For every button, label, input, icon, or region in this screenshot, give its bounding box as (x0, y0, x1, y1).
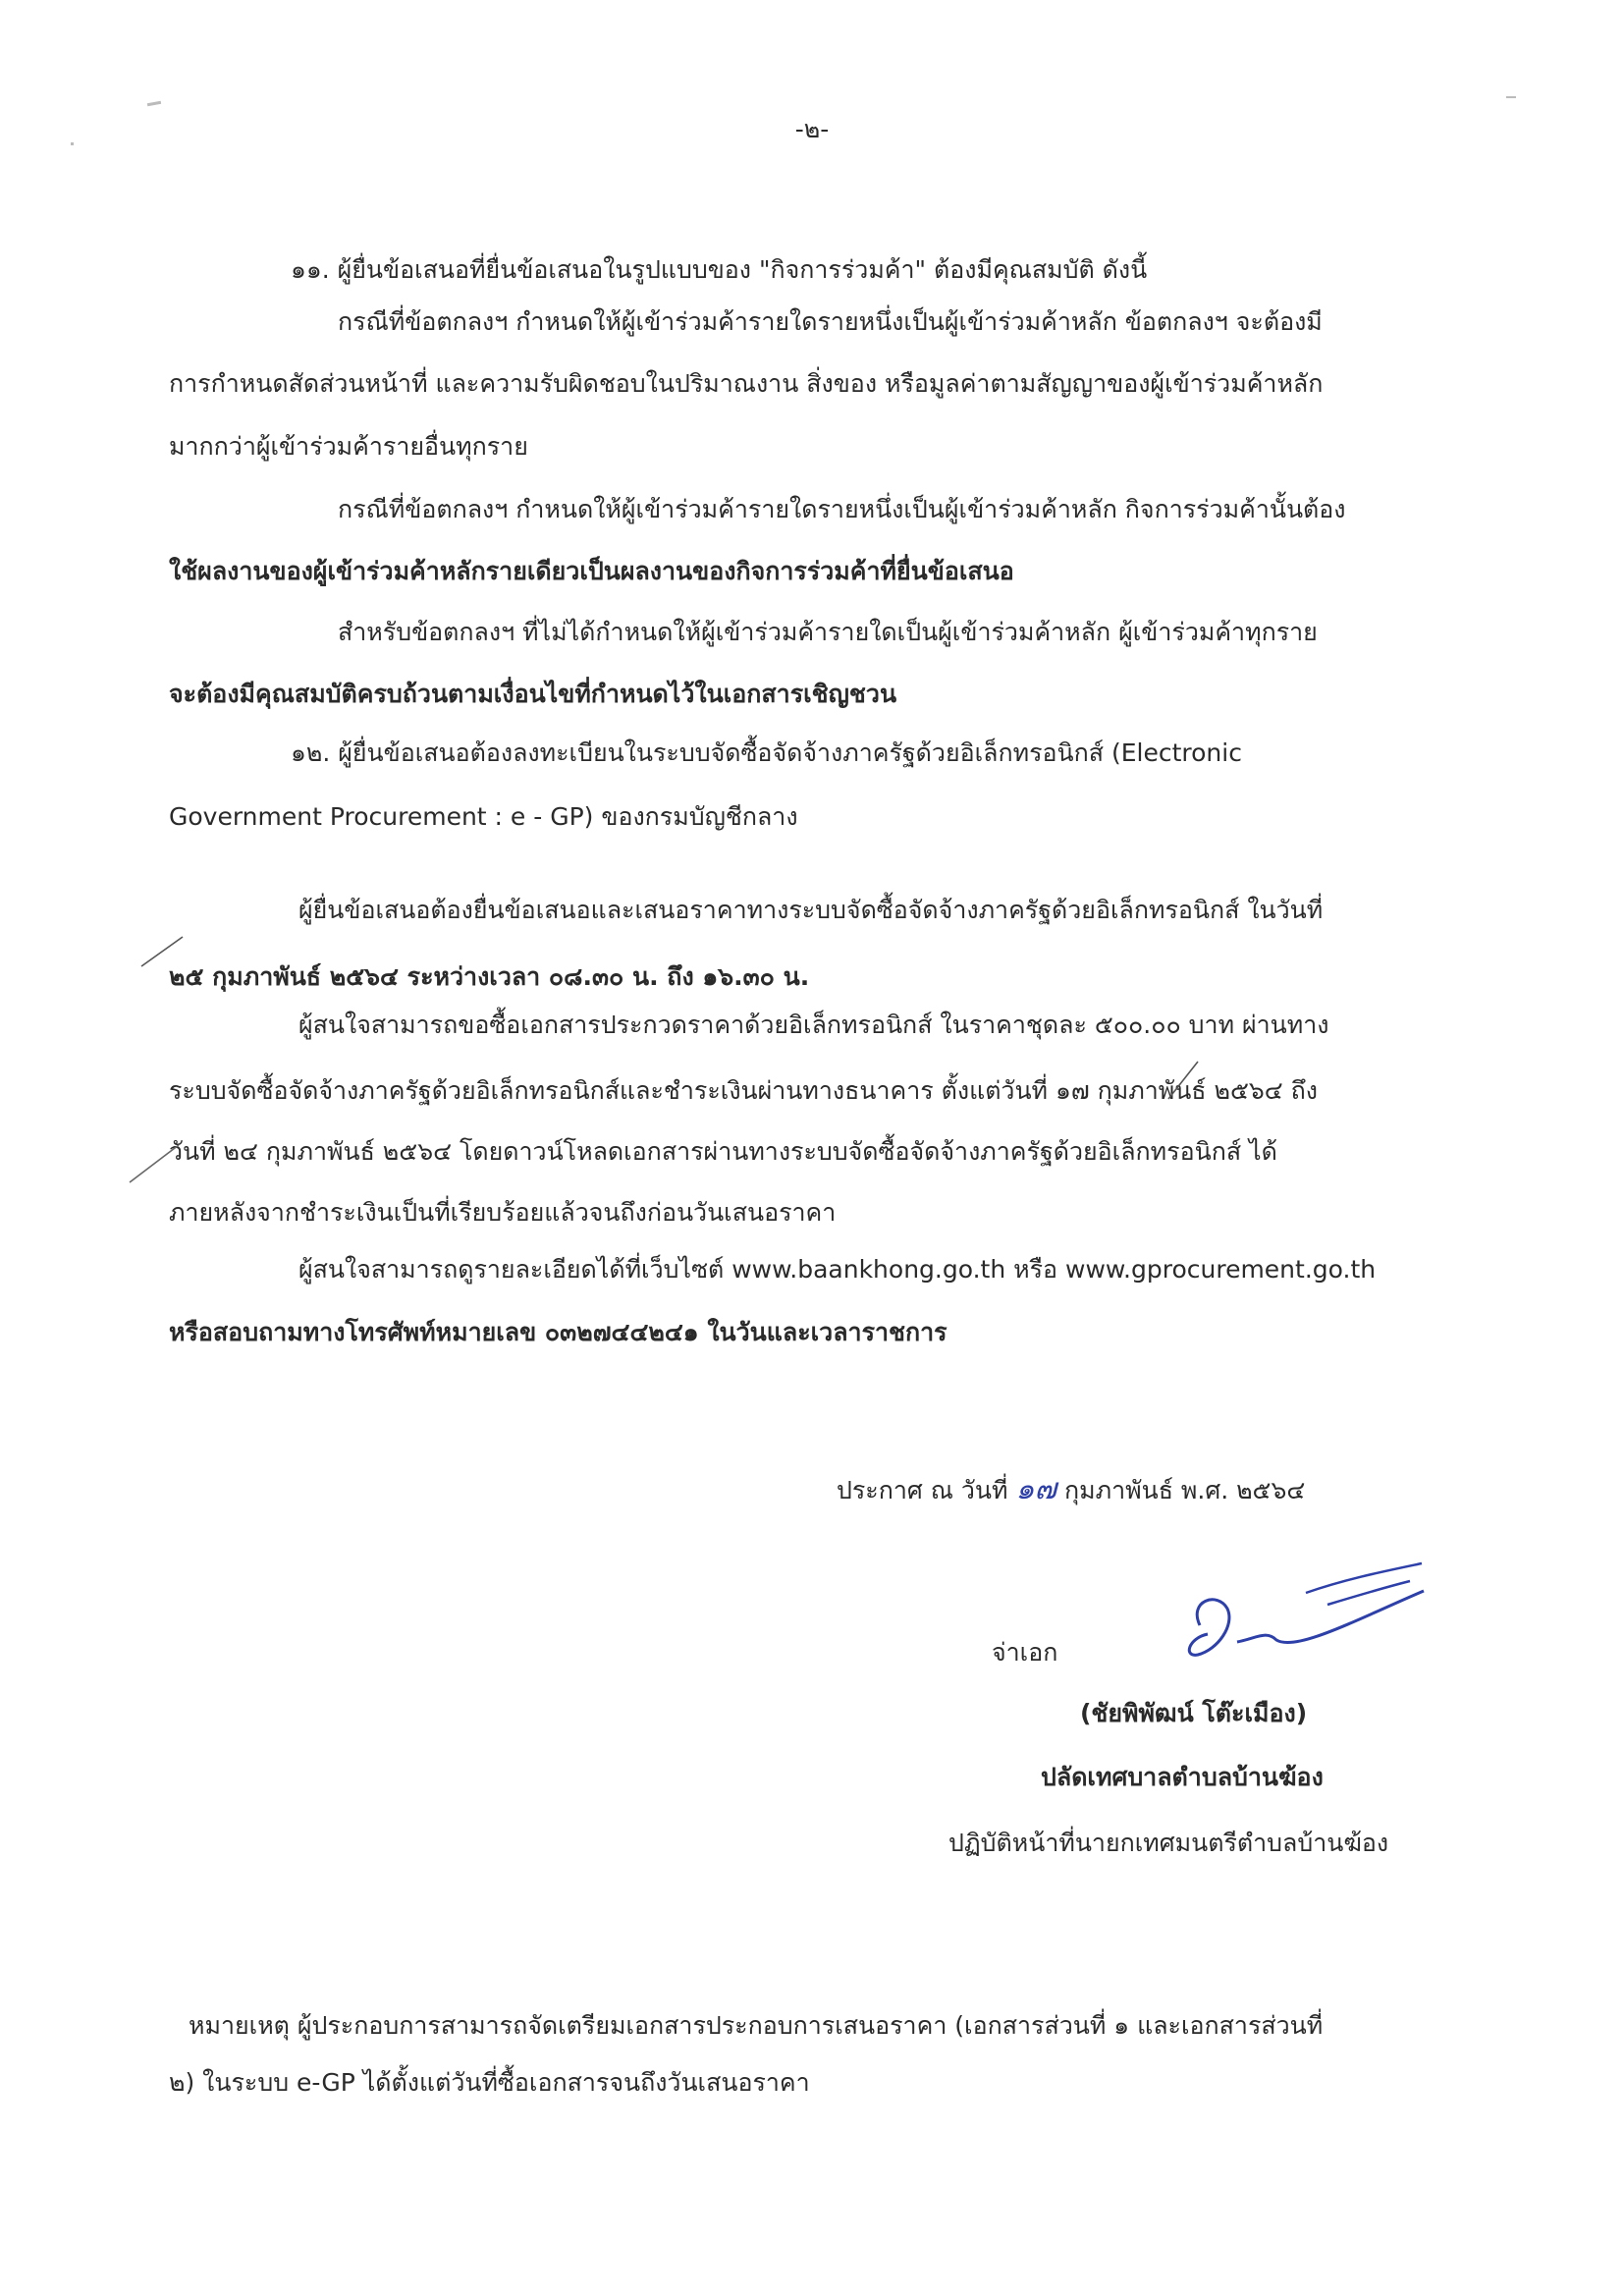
purchase-line-1: ผู้สนใจสามารถขอซื้อเอกสารประกวดราคาด้วยอิเล็กทรอนิกส์ ในราคาชุดละ ๕๐๐.๐๐ บาท ผ่านทาง (298, 1011, 1329, 1039)
note-line-2: ๒) ในระบบ e-GP ได้ตั้งแต่วันที่ซื้อเอกสารจนถึงวันเสนอราคา (169, 2068, 810, 2097)
clause-11-para-1-line-1: กรณีที่ข้อตกลงฯ กำหนดให้ผู้เข้าร่วมค้ารายใดรายหนึ่งเป็นผู้เข้าร่วมค้าหลัก ข้อตกลงฯ จะต้องมี (338, 307, 1323, 336)
check-mark-icon (137, 933, 187, 972)
clause-11-para-1-line-2: การกำหนดสัดส่วนหน้าที่ และความรับผิดชอบในปริมาณงาน สิ่งของ หรือมูลค่าตามสัญญาของผู้เข้าร่วมค้าหลัก (169, 369, 1324, 398)
note-line-1: หมายเหตุ ผู้ประกอบการสามารถจัดเตรียมเอกสารประกอบการเสนอราคา (เอกสารส่วนที่ ๑ และเอกสารส่วนที่ (189, 2011, 1324, 2040)
certified-mark: จ่าเอก (992, 1638, 1058, 1667)
signature-icon (1159, 1532, 1453, 1689)
signer-position-1: ปลัดเทศบาลตำบลบ้านฆ้อง (1041, 1763, 1324, 1791)
page-number: -๒- (794, 115, 830, 143)
clause-11-para-2-line-1: กรณีที่ข้อตกลงฯ กำหนดให้ผู้เข้าร่วมค้ารายใดรายหนึ่งเป็นผู้เข้าร่วมค้าหลัก กิจการร่วมค้านั้นต้อง (338, 495, 1346, 523)
clause-11-heading: ๑๑. ผู้ยื่นข้อเสนอที่ยื่นข้อเสนอในรูปแบบของ "กิจการร่วมค้า" ต้องมีคุณสมบัติ ดังนี้ (291, 255, 1148, 284)
announcement-prefix: ประกาศ ณ วันที่ (837, 1476, 1008, 1504)
signer-name: (ชัยพิพัฒน์ โต๊ะเมือง) (1080, 1699, 1308, 1727)
website-line: ผู้สนใจสามารถดูรายละเอียดได้ที่เว็บไซต์ www.baankhong.go.th หรือ www.gprocurement.go.th (298, 1255, 1377, 1284)
clause-12-line-2: Government Procurement : e - GP) ของกรมบัญชีกลาง (169, 802, 798, 831)
clause-11-para-1-line-3: มากกว่าผู้เข้าร่วมค้ารายอื่นทุกราย (169, 432, 528, 461)
announcement-day: ๑๗ (1015, 1472, 1057, 1506)
submission-line-2: ๒๕ กุมภาพันธ์ ๒๕๖๔ ระหว่างเวลา ๐๘.๓๐ น. ถึง ๑๖.๓๐ น. (169, 962, 810, 991)
clause-12-line-1: ๑๒. ผู้ยื่นข้อเสนอต้องลงทะเบียนในระบบจัดซื้อจัดจ้างภาครัฐด้วยอิเล็กทรอนิกส์ (Electronic (291, 738, 1242, 767)
purchase-line-3: วันที่ ๒๔ กุมภาพันธ์ ๒๕๖๔ โดยดาวน์โหลดเอกสารผ่านทางระบบจัดซื้อจัดจ้างภาครัฐด้วยอิเล็กทรอนิกส์ ได้ (169, 1137, 1277, 1166)
announcement-date (837, 1473, 1305, 1507)
submission-line-1: ผู้ยื่นข้อเสนอต้องยื่นข้อเสนอและเสนอราคาทางระบบจัดซื้อจัดจ้างภาครัฐด้วยอิเล็กทรอนิกส์ ในวันที่ (298, 896, 1324, 924)
clause-11-para-3-line-1: สำหรับข้อตกลงฯ ที่ไม่ได้กำหนดให้ผู้เข้าร่วมค้ารายใดเป็นผู้เข้าร่วมค้าหลัก ผู้เข้าร่วมค้าทุกราย (338, 618, 1318, 646)
clause-11-para-3-line-2: จะต้องมีคุณสมบัติครบถ้วนตามเงื่อนไขที่กำหนดไว้ในเอกสารเชิญชวน (169, 680, 897, 708)
announcement-suffix: กุมภาพันธ์ พ.ศ. ๒๕๖๔ (1063, 1476, 1306, 1504)
purchase-line-2: ระบบจัดซื้อจัดจ้างภาครัฐด้วยอิเล็กทรอนิกส์และชำระเงินผ่านทางธนาคาร ตั้งแต่วันที่ ๑๗ กุมภาพันธ์ ๒๕๖๔ ถึง (169, 1076, 1318, 1105)
clause-11-para-2-line-2: ใช้ผลงานของผู้เข้าร่วมค้าหลักรายเดียวเป็นผลงานของกิจการร่วมค้าที่ยื่นข้อเสนอ (169, 557, 1014, 585)
scan-speck (1506, 96, 1516, 98)
purchase-line-4: ภายหลังจากชำระเงินเป็นที่เรียบร้อยแล้วจนถึงก่อนวันเสนอราคา (169, 1198, 837, 1227)
phone-line: หรือสอบถามทางโทรศัพท์หมายเลข ๐๓๒๗๔๔๒๔๑ ในวันและเวลาราชการ (169, 1318, 947, 1346)
check-mark-icon (1164, 1056, 1204, 1105)
check-mark-icon (126, 1139, 185, 1188)
scan-speck (147, 101, 161, 106)
signer-position-2: ปฏิบัติหน้าที่นายกเทศมนตรีตำบลบ้านฆ้อง (948, 1829, 1389, 1857)
